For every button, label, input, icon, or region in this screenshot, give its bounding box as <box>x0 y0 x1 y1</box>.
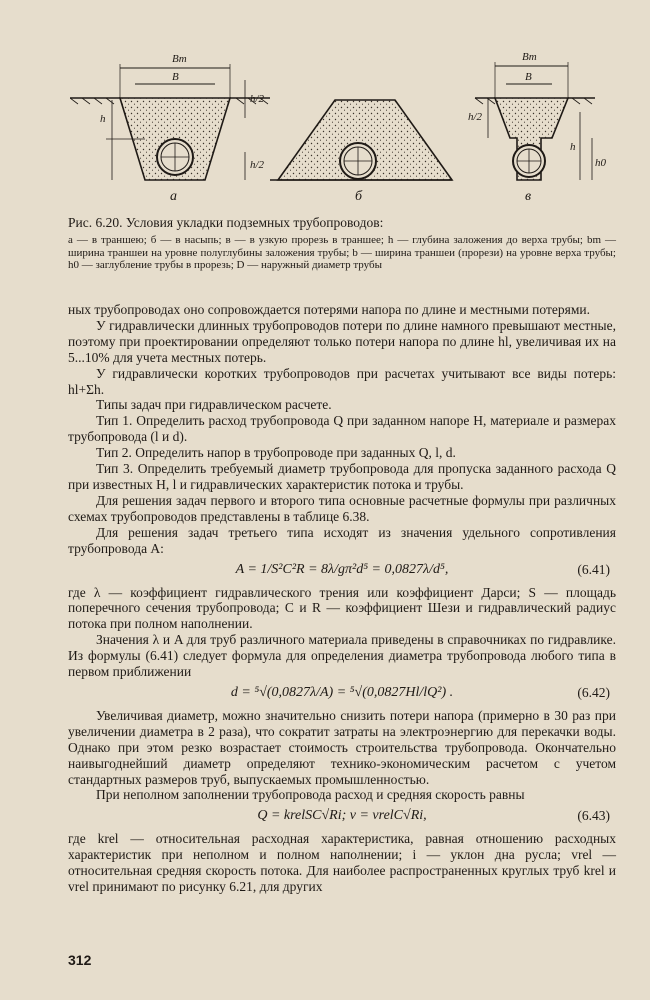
label-h0-c: h0 <box>595 157 606 169</box>
sublabel-c: в <box>525 189 532 204</box>
figure-caption <box>68 214 616 272</box>
formula-6-41 <box>68 559 616 583</box>
paragraph-2: У гидравлически длинных трубопроводов потери по длине намного превышают местные, поэтому при проектировании определяют только потери напора по длине hl, увеличивая их на 5...10% для учета местных потерь. <box>68 317 616 365</box>
label-h2b-a: h/2 <box>250 159 265 171</box>
paragraph-4: Типы задач при гидравлическом расчете. <box>96 397 332 413</box>
page-number: 312 <box>68 952 92 968</box>
caption-title: Рис. 6.20. Условия укладки подземных трубопроводов: <box>68 215 384 230</box>
formula-6-42-text: d = ⁵√(0,0827λ/A) = ⁵√(0,0827Hl/lQ²) . <box>230 684 454 700</box>
label-h2-a: h/2 <box>250 93 265 105</box>
paragraph-11: Значения λ и A для труб различного материала приведены в справочниках по гидравлике. Из формулы (6.41) следует формула для определения диаметра трубопровода любого типа в первом приближении <box>68 632 616 680</box>
label-b-c: B <box>525 71 532 83</box>
paragraph-14: где krel — относительная расходная характеристика, равная отношению расходных характеристик при неполном и полном наполнении; i — уклон дна русла; vrel — относительная средняя скорость потока. Для наиболее распространенных круглых труб krel и vrel принимают по рисунку 6.21, для других <box>68 831 616 895</box>
paragraph-3: У гидравлически коротких трубопроводов при расчетах учитывают все виды потерь: hl+Σh. <box>68 365 616 397</box>
formula-6-41-text: A = 1/S²C²R = 8λ/gπ²d⁵ = 0,0827λ/d⁵, <box>235 561 449 577</box>
paragraph-7: Тип 3. Определить требуемый диаметр трубопровода для пропуска заданного расхода Q при известных H, l и гидравлических характеристик потока и трубы. <box>68 461 616 492</box>
formula-6-41-number: (6.41) <box>577 561 610 577</box>
formula-6-42 <box>68 682 616 706</box>
paragraph-9: Для решения задач третьего типа исходят из значения удельного сопротивления трубопровода A: <box>68 524 616 556</box>
sublabel-b: б <box>355 189 363 204</box>
paragraph-12: Увеличивая диаметр, можно значительно снизить потери напора (примерно в 30 раз при увеличении диаметра в 2 раза), что сократит затраты на электроэнергию для перекачки воды. Однако при этом резко возрастает стоимость строительства трубопровода. Окончательно наивыгоднейший диаметр определяют технико-экономическим расчетом с учетом стандартных размеров труб, выпускаемых промышленностью. <box>68 707 616 787</box>
trench-diagrams <box>70 40 610 210</box>
paragraph-8: Для решения задач первого и второго типа основные расчетные формулы при различных схемах трубопроводов представлены в таблице 6.38. <box>68 492 616 524</box>
formula-6-42-number: (6.42) <box>577 684 610 700</box>
paragraph-10: где λ — коэффициент гидравлического трения или коэффициент Дарси; S — площадь поперечного сечения трубопровода; C и R — коэффициент Шези и гидравлический радиус потока при полном наполнении. <box>68 584 616 632</box>
formula-6-43-number: (6.43) <box>577 808 610 824</box>
label-h-a: h <box>100 113 106 125</box>
paragraph-13: При неполном заполнении трубопровода расход и средняя скорость равны <box>96 787 525 803</box>
label-h2-c: h/2 <box>468 111 483 123</box>
paragraph-1: ных трубопроводах оно сопровождается потерями напора по длине и местными потерями. <box>68 302 590 317</box>
sublabel-a: а <box>170 189 177 204</box>
label-bt-c: Bт <box>522 51 537 63</box>
caption-text: а — в траншею; б — в насыпь; в — в узкую прорезь в траншее; h — глубина заложения до верха трубы; bm — ширина траншеи на уровне полуглубины заложения трубы; b — ширина траншеи (прорези) на уровне верха трубы; h0 — заглубление трубы в прорезь; D — наружный диаметр трубы <box>68 234 616 271</box>
diagram-c <box>468 51 607 204</box>
label-b-a: B <box>172 71 179 83</box>
paragraph-5: Тип 1. Определить расход трубопровода Q при заданном напоре H, материале и размерах трубопровода (l и d). <box>68 413 616 445</box>
label-bt-a: Bт <box>172 53 187 65</box>
formula-6-43 <box>68 805 616 829</box>
label-h-c: h <box>570 141 576 153</box>
figure-6-20 <box>70 40 610 210</box>
body-text <box>68 302 616 895</box>
diagram-b <box>270 100 452 204</box>
paragraph-6: Тип 2. Определить напор в трубопроводе при заданных Q, l, d. <box>96 445 456 461</box>
diagram-a <box>70 53 270 204</box>
formula-6-43-text: Q = krelSC√Ri; v = vrelC√Ri, <box>257 808 427 824</box>
